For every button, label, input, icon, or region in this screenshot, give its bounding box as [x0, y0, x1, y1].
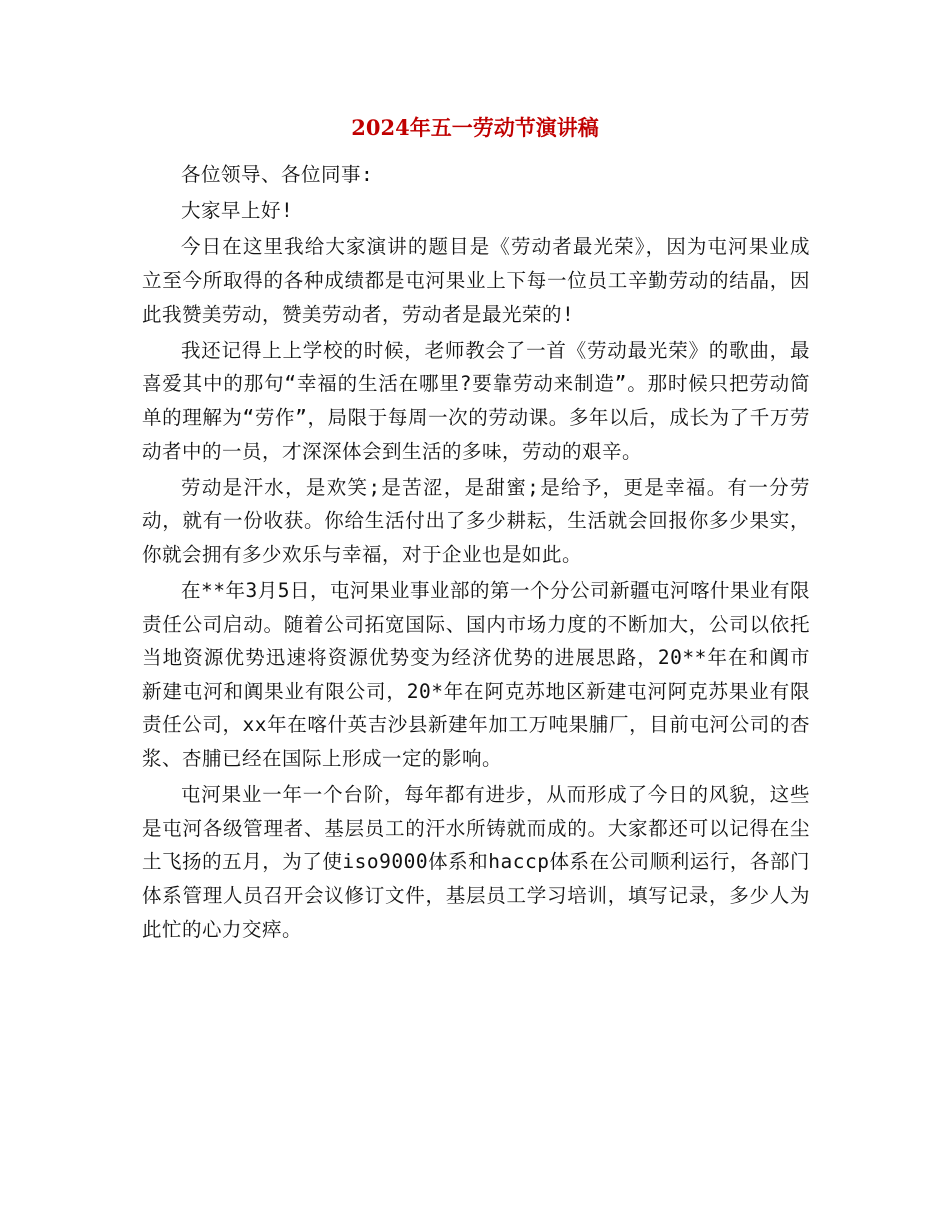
greeting: 大家早上好!	[181, 199, 294, 223]
salutation: 各位领导、各位同事:	[181, 163, 374, 186]
paragraph-company-progress: 屯河果业一年一个台阶，每年都有进步，从而形成了今日的风貌，这些是屯河各级管理者、基层员工的汗水所铸就而成的。大家都还可以记得在尘土飞扬的五月，为了使iso9000体系和haccp体系在公司顺利运行，各部门体系管理人员召开会议修订文件，基层员工学习培训，填写记录，多少人为此忙的心力交瘁。	[142, 783, 810, 941]
paragraph-labor-meaning: 劳动是汗水，是欢笑;是苦涩，是甜蜜;是给予，更是幸福。有一分劳动，就有一份收获。你给生活付出了多少耕耘，生活就会回报你多少果实，你就会拥有多少欢乐与幸福，对于企业也是如此。	[142, 475, 810, 566]
paragraph-school-memory: 我还记得上上学校的时候，老师教会了一首《劳动最光荣》的歌曲，最喜爱其中的那句“幸福的生活在哪里?要靠劳动来制造”。那时候只把劳动简单的理解为“劳作”，局限于每周一次的劳动课。多年以后，成长为了千万劳动者中的一员，才深深体会到生活的多味，劳动的艰辛。	[142, 338, 810, 463]
paragraph-company-history: 在**年3月5日，屯河果业事业部的第一个分公司新疆屯河喀什果业有限责任公司启动。随着公司拓宽国际、国内市场力度的不断加大，公司以依托当地资源优势迅速将资源优势变为经济优势的进展思路，20**年在和阗市新建屯河和阗果业有限公司，20*年在阿克苏地区新建屯河阿克苏果业有限责任公司，xx年在喀什英吉沙县新建年加工万吨果脯厂，目前屯河公司的杏浆、杏脯已经在国际上形成一定的影响。	[142, 579, 810, 771]
paragraph-intro: 今日在这里我给大家演讲的题目是《劳动者最光荣》，因为屯河果业成立至今所取得的各种成绩都是屯河果业上下每一位员工辛勤劳动的结晶，因此我赞美劳动，赞美劳动者，劳动者是最光荣的!	[142, 235, 810, 326]
document-title: 2024年五一劳动节演讲稿	[351, 115, 599, 140]
document-body	[142, 158, 810, 949]
